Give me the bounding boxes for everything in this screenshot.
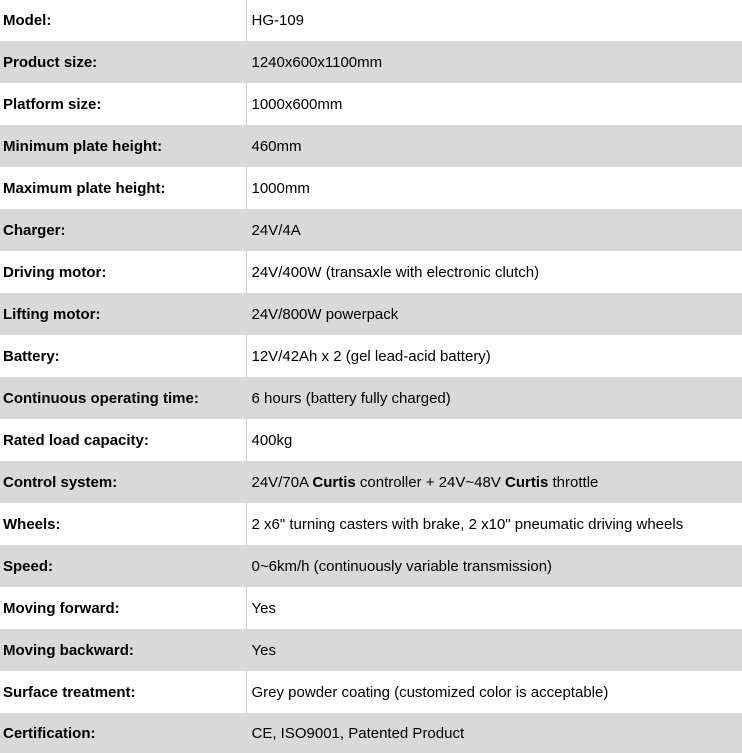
spec-value: 12V/42Ah x 2 (gel lead-acid battery) — [251, 347, 491, 365]
spec-label: Continuous operating time: — [0, 377, 246, 419]
spec-label: Maximum plate height: — [0, 167, 246, 209]
table-row — [0, 167, 742, 209]
brand-name: Curtis — [505, 473, 549, 491]
spec-label: Model: — [0, 0, 246, 41]
table-row — [0, 713, 742, 753]
table-row — [0, 545, 742, 587]
spec-value: 1000x600mm — [251, 95, 343, 113]
spec-label: Rated load capacity: — [0, 419, 246, 461]
table-row — [0, 335, 742, 377]
value-segment: 24V/70A — [251, 473, 313, 491]
spec-value: 24V/800W powerpack — [251, 305, 399, 323]
spec-value: 1240x600x1100mm — [251, 53, 383, 71]
spec-label: Platform size: — [0, 83, 246, 125]
spec-label: Wheels: — [0, 503, 246, 545]
spec-value: 0~6km/h (continuously variable transmission) — [251, 557, 553, 575]
table-row — [0, 377, 742, 419]
table-row — [0, 293, 742, 335]
spec-label: Battery: — [0, 335, 246, 377]
value-segment: controller + 24V~48V — [355, 473, 505, 491]
table-row — [0, 503, 742, 545]
table-row — [0, 671, 742, 713]
spec-label: Moving backward: — [0, 629, 246, 671]
spec-label: Driving motor: — [0, 251, 246, 293]
table-row — [0, 629, 742, 671]
brand-name: Curtis — [312, 473, 356, 491]
spec-value — [246, 461, 742, 503]
table-row — [0, 41, 742, 83]
table-row — [0, 125, 742, 167]
value-segment: throttle — [548, 473, 599, 491]
spec-value: 400kg — [251, 431, 293, 449]
spec-value: CE, ISO9001, Patented Product — [251, 724, 465, 742]
spec-value: 2 x6" turning casters with brake, 2 x10" pneumatic driving wheels — [251, 515, 684, 533]
spec-value: Grey powder coating (customized color is acceptable) — [251, 683, 609, 701]
spec-label: Control system: — [0, 461, 246, 503]
table-row — [0, 83, 742, 125]
spec-value: Yes — [251, 599, 276, 617]
spec-label: Certification: — [0, 713, 246, 753]
table-row — [0, 419, 742, 461]
table-row — [0, 587, 742, 629]
table-row — [0, 0, 742, 41]
spec-label: Surface treatment: — [0, 671, 246, 713]
table-row — [0, 461, 742, 503]
spec-value: 6 hours (battery fully charged) — [251, 389, 451, 407]
spec-value: 1000mm — [251, 179, 310, 197]
spec-value: HG-109 — [251, 12, 305, 29]
spec-label: Moving forward: — [0, 587, 246, 629]
spec-label: Product size: — [0, 41, 246, 83]
spec-label: Lifting motor: — [0, 293, 246, 335]
spec-value: Yes — [251, 641, 276, 659]
spec-label: Minimum plate height: — [0, 125, 246, 167]
spec-value: 460mm — [251, 137, 302, 155]
spec-value: 24V/4A — [251, 221, 301, 239]
spec-value: 24V/400W (transaxle with electronic clutch) — [251, 263, 540, 281]
spec-label: Charger: — [0, 209, 246, 251]
table-row — [0, 209, 742, 251]
table-row — [0, 251, 742, 293]
spec-label: Speed: — [0, 545, 246, 587]
